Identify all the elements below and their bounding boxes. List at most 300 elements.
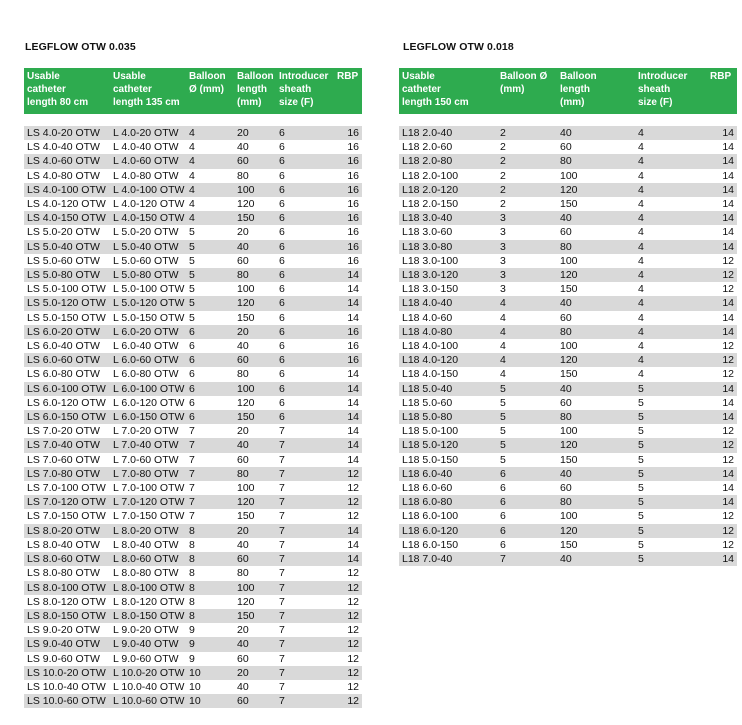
table-cell: 14 xyxy=(707,169,737,183)
table-row xyxy=(24,296,362,310)
table-cell: 14 xyxy=(334,396,362,410)
table-cell: 6 xyxy=(276,254,334,268)
table-cell: 5 xyxy=(635,396,707,410)
table-cell: L18 3.0-120 xyxy=(399,268,497,282)
table-cell: LS 7.0-120 OTW xyxy=(24,495,110,509)
column-header-line: length 80 cm xyxy=(27,97,89,108)
table-cell: L18 5.0-80 xyxy=(399,410,497,424)
table-cell: 40 xyxy=(557,382,635,396)
table-cell: 20 xyxy=(234,325,276,339)
table-cell: 5 xyxy=(186,296,234,310)
table-cell: 60 xyxy=(234,254,276,268)
table-row xyxy=(24,467,362,481)
table-cell: 80 xyxy=(234,169,276,183)
table-cell: 14 xyxy=(707,225,737,239)
table-cell: 4 xyxy=(497,353,557,367)
table-cell: 4 xyxy=(186,197,234,211)
column-header-line: Usable xyxy=(402,71,435,82)
table-cell: L18 4.0-150 xyxy=(399,367,497,381)
table-cell: 4 xyxy=(186,140,234,154)
table-cell: L18 7.0-40 xyxy=(399,552,497,566)
table-cell: 4 xyxy=(635,197,707,211)
table-cell: 9 xyxy=(186,652,234,666)
table-cell: LS 9.0-60 OTW xyxy=(24,652,110,666)
table-row xyxy=(399,367,737,381)
table-cell: 12 xyxy=(334,481,362,495)
column-header-line: Introducer xyxy=(279,71,329,82)
table-cell: LS 6.0-150 OTW xyxy=(24,410,110,424)
table-cell: 14 xyxy=(334,268,362,282)
table-cell: L 4.0-40 OTW xyxy=(110,140,186,154)
table-cell: L 6.0-150 OTW xyxy=(110,410,186,424)
table-cell: 60 xyxy=(234,552,276,566)
table-row xyxy=(24,211,362,225)
table-cell: 60 xyxy=(234,453,276,467)
table-cell: 5 xyxy=(186,311,234,325)
table-row xyxy=(399,254,737,268)
table-cell: 7 xyxy=(276,481,334,495)
table-cell: L18 3.0-100 xyxy=(399,254,497,268)
table-cell: 7 xyxy=(186,438,234,452)
table-row xyxy=(24,225,362,239)
table-cell: LS 6.0-40 OTW xyxy=(24,339,110,353)
table-row xyxy=(399,410,737,424)
table-cell: 120 xyxy=(234,495,276,509)
table-cell: 3 xyxy=(497,268,557,282)
column-header-line: length 135 cm xyxy=(113,97,180,108)
table-cell: 120 xyxy=(557,353,635,367)
header-spacer xyxy=(24,114,362,126)
table-cell: L 9.0-20 OTW xyxy=(110,623,186,637)
table-cell: 150 xyxy=(234,311,276,325)
table-cell: 4 xyxy=(497,296,557,310)
table-cell: L 8.0-100 OTW xyxy=(110,581,186,595)
table-cell: 14 xyxy=(707,240,737,254)
table-cell: 6 xyxy=(497,509,557,523)
table-cell: 12 xyxy=(707,268,737,282)
table-cell: 120 xyxy=(557,524,635,538)
column-header-line: size (F) xyxy=(638,97,673,108)
table-cell: 150 xyxy=(234,609,276,623)
table-cell: 16 xyxy=(334,240,362,254)
table-row xyxy=(399,325,737,339)
table-cell: L18 4.0-60 xyxy=(399,311,497,325)
table-row xyxy=(24,169,362,183)
table-cell: 5 xyxy=(186,254,234,268)
table-cell: 100 xyxy=(234,183,276,197)
table-cell: L 6.0-120 OTW xyxy=(110,396,186,410)
table-cell: 80 xyxy=(557,410,635,424)
table-cell: 8 xyxy=(186,538,234,552)
table-cell: L 8.0-150 OTW xyxy=(110,609,186,623)
table-cell: 6 xyxy=(497,481,557,495)
table-cell: 14 xyxy=(707,296,737,310)
column-header-line: sheath xyxy=(279,84,312,95)
table-cell: 120 xyxy=(557,438,635,452)
table-cell: 16 xyxy=(334,325,362,339)
table-cell: 4 xyxy=(635,240,707,254)
table-row xyxy=(24,396,362,410)
column-header-line: Usable xyxy=(27,71,60,82)
table-row xyxy=(24,623,362,637)
table-cell: 40 xyxy=(557,126,635,140)
table-cell: L18 3.0-80 xyxy=(399,240,497,254)
table-cell: 8 xyxy=(186,595,234,609)
table-row xyxy=(24,254,362,268)
table-cell: 5 xyxy=(497,396,557,410)
column-header xyxy=(707,68,737,114)
table-row xyxy=(399,552,737,566)
table-cell: 10 xyxy=(186,694,234,708)
table-cell: 40 xyxy=(234,538,276,552)
table-cell: LS 6.0-20 OTW xyxy=(24,325,110,339)
table-cell: 14 xyxy=(334,438,362,452)
table-cell: 40 xyxy=(557,467,635,481)
table-cell: 120 xyxy=(234,595,276,609)
table-row xyxy=(24,268,362,282)
table-cell: 6 xyxy=(276,225,334,239)
table-row xyxy=(24,410,362,424)
table-cell: 7 xyxy=(186,453,234,467)
table-cell: 40 xyxy=(234,240,276,254)
table-cell: 3 xyxy=(497,282,557,296)
table-cell: 16 xyxy=(334,140,362,154)
table-cell: 6 xyxy=(186,396,234,410)
table-cell: 150 xyxy=(557,453,635,467)
table-cell: LS 4.0-20 OTW xyxy=(24,126,110,140)
table-cell: 2 xyxy=(497,126,557,140)
table-row xyxy=(24,495,362,509)
table-cell: 100 xyxy=(557,509,635,523)
table-cell: 5 xyxy=(497,382,557,396)
table-cell: L 5.0-80 OTW xyxy=(110,268,186,282)
table-cell: 3 xyxy=(497,225,557,239)
table-cell: 12 xyxy=(334,609,362,623)
table-cell: 5 xyxy=(635,424,707,438)
table-row xyxy=(24,637,362,651)
table-row xyxy=(24,339,362,353)
table-cell: 5 xyxy=(186,240,234,254)
table-cell: 100 xyxy=(557,169,635,183)
table-cell: 7 xyxy=(276,509,334,523)
table-cell: 7 xyxy=(276,453,334,467)
table-cell: 6 xyxy=(186,339,234,353)
table-cell: 5 xyxy=(186,268,234,282)
table-cell: L 7.0-150 OTW xyxy=(110,509,186,523)
table-cell: 14 xyxy=(334,311,362,325)
table-cell: 2 xyxy=(497,169,557,183)
table-cell: LS 8.0-120 OTW xyxy=(24,595,110,609)
column-header-line: Ø (mm) xyxy=(189,84,224,95)
table-cell: 12 xyxy=(334,581,362,595)
table-cell: L18 4.0-100 xyxy=(399,339,497,353)
table-cell: 12 xyxy=(707,254,737,268)
table-row xyxy=(24,680,362,694)
table-cell: 12 xyxy=(707,453,737,467)
table-cell: 60 xyxy=(557,481,635,495)
table-cell: 12 xyxy=(334,509,362,523)
table-cell: LS 9.0-40 OTW xyxy=(24,637,110,651)
table-row xyxy=(399,282,737,296)
table-cell: 14 xyxy=(334,296,362,310)
column-header-line: catheter xyxy=(27,84,66,95)
table-cell: 12 xyxy=(334,566,362,580)
table-cell: 9 xyxy=(186,637,234,651)
table-cell: 100 xyxy=(234,581,276,595)
table-cell: L18 6.0-100 xyxy=(399,509,497,523)
table-cell: 80 xyxy=(234,566,276,580)
table-cell: 7 xyxy=(276,595,334,609)
table-cell: LS 5.0-60 OTW xyxy=(24,254,110,268)
table-cell: L 10.0-20 OTW xyxy=(110,666,186,680)
table-cell: 14 xyxy=(707,396,737,410)
table-cell: L18 5.0-150 xyxy=(399,453,497,467)
table-row xyxy=(24,367,362,381)
table-cell: L 5.0-100 OTW xyxy=(110,282,186,296)
table-row xyxy=(399,495,737,509)
table-cell: L 7.0-120 OTW xyxy=(110,495,186,509)
table-cell: LS 10.0-60 OTW xyxy=(24,694,110,708)
table-cell: 14 xyxy=(707,126,737,140)
column-header-line: length xyxy=(560,84,590,95)
table-cell: L18 5.0-100 xyxy=(399,424,497,438)
table-cell: L18 6.0-60 xyxy=(399,481,497,495)
table-cell: 5 xyxy=(635,481,707,495)
table-cell: 14 xyxy=(334,538,362,552)
table-cell: L 8.0-40 OTW xyxy=(110,538,186,552)
table-cell: 4 xyxy=(635,296,707,310)
table-cell: 16 xyxy=(334,254,362,268)
table-cell: LS 4.0-40 OTW xyxy=(24,140,110,154)
table-cell: 40 xyxy=(234,680,276,694)
table-cell: LS 7.0-60 OTW xyxy=(24,453,110,467)
table-row xyxy=(399,154,737,168)
table-cell: L 4.0-100 OTW xyxy=(110,183,186,197)
table-cell: LS 7.0-100 OTW xyxy=(24,481,110,495)
table-cell: LS 4.0-150 OTW xyxy=(24,211,110,225)
table-cell: 6 xyxy=(276,268,334,282)
table-cell: 6 xyxy=(276,154,334,168)
table-row xyxy=(399,353,737,367)
table-cell: LS 5.0-20 OTW xyxy=(24,225,110,239)
table-cell: 16 xyxy=(334,154,362,168)
table-cell: L 8.0-20 OTW xyxy=(110,524,186,538)
table-cell: 12 xyxy=(334,623,362,637)
table-cell: 9 xyxy=(186,623,234,637)
table-cell: 14 xyxy=(334,367,362,381)
table-cell: 4 xyxy=(186,183,234,197)
column-header-line: size (F) xyxy=(279,97,314,108)
table-cell: 4 xyxy=(635,367,707,381)
table-cell: 5 xyxy=(635,495,707,509)
table-row xyxy=(399,339,737,353)
table-cell: 60 xyxy=(234,353,276,367)
table-cell: L 6.0-100 OTW xyxy=(110,382,186,396)
table-row xyxy=(24,353,362,367)
table-cell: 14 xyxy=(707,197,737,211)
table-cell: LS 6.0-120 OTW xyxy=(24,396,110,410)
table-cell: 6 xyxy=(276,296,334,310)
table-cell: 60 xyxy=(557,396,635,410)
table-cell: 6 xyxy=(497,467,557,481)
table-cell: 6 xyxy=(276,367,334,381)
column-header xyxy=(24,68,110,114)
table-cell: 14 xyxy=(707,211,737,225)
table-cell: L 10.0-40 OTW xyxy=(110,680,186,694)
table-cell: 6 xyxy=(186,410,234,424)
table-cell: 16 xyxy=(334,126,362,140)
table-cell: 100 xyxy=(557,424,635,438)
table-cell: 20 xyxy=(234,225,276,239)
table-row xyxy=(24,183,362,197)
table-cell: 5 xyxy=(186,225,234,239)
table-cell: 7 xyxy=(497,552,557,566)
table-cell: 4 xyxy=(497,367,557,381)
table-cell: L18 2.0-100 xyxy=(399,169,497,183)
table-cell: 12 xyxy=(707,438,737,452)
table-cell: 150 xyxy=(234,211,276,225)
table-row xyxy=(399,311,737,325)
table-row xyxy=(399,140,737,154)
table-row xyxy=(24,424,362,438)
column-header-line: RBP xyxy=(337,71,359,82)
table-cell: L 7.0-60 OTW xyxy=(110,453,186,467)
table-cell: 4 xyxy=(635,268,707,282)
column-header-line: Balloon Ø xyxy=(500,71,548,82)
table-cell: 6 xyxy=(276,353,334,367)
table-row xyxy=(24,538,362,552)
column-header-line: Introducer xyxy=(638,71,688,82)
table-cell: 14 xyxy=(707,552,737,566)
table-row xyxy=(24,694,362,708)
table-cell: L 9.0-60 OTW xyxy=(110,652,186,666)
table-cell: 4 xyxy=(635,126,707,140)
table-cell: L 4.0-150 OTW xyxy=(110,211,186,225)
table-cell: 16 xyxy=(334,225,362,239)
table-cell: 2 xyxy=(497,154,557,168)
table-cell: 7 xyxy=(186,495,234,509)
column-header-line: Balloon xyxy=(189,71,226,82)
table-row xyxy=(399,396,737,410)
table-cell: L 6.0-20 OTW xyxy=(110,325,186,339)
table-cell: L 4.0-20 OTW xyxy=(110,126,186,140)
table-cell: 100 xyxy=(557,339,635,353)
table-cell: 12 xyxy=(707,367,737,381)
table-row xyxy=(399,524,737,538)
table-cell: L18 6.0-150 xyxy=(399,538,497,552)
table-cell: L18 5.0-60 xyxy=(399,396,497,410)
table-cell: 5 xyxy=(497,438,557,452)
table-cell: L 8.0-60 OTW xyxy=(110,552,186,566)
table-cell: 6 xyxy=(276,126,334,140)
table-cell: 4 xyxy=(635,311,707,325)
table-row xyxy=(24,453,362,467)
table-cell: L18 5.0-120 xyxy=(399,438,497,452)
table-cell: 60 xyxy=(234,154,276,168)
table-cell: 80 xyxy=(234,268,276,282)
column-header xyxy=(399,68,497,114)
table-cell: 7 xyxy=(276,552,334,566)
table-cell: 7 xyxy=(186,424,234,438)
table-row xyxy=(24,382,362,396)
table-cell: LS 6.0-60 OTW xyxy=(24,353,110,367)
table-cell: L 4.0-60 OTW xyxy=(110,154,186,168)
table-cell: 40 xyxy=(234,438,276,452)
table-row xyxy=(24,581,362,595)
table-row xyxy=(399,211,737,225)
table-cell: 60 xyxy=(557,225,635,239)
table-cell: 80 xyxy=(557,495,635,509)
table-cell: 14 xyxy=(707,183,737,197)
table-cell: 10 xyxy=(186,666,234,680)
table-cell: L18 6.0-120 xyxy=(399,524,497,538)
table-cell: 4 xyxy=(497,339,557,353)
table-row xyxy=(24,140,362,154)
table-cell: L 8.0-80 OTW xyxy=(110,566,186,580)
table-cell: L 5.0-20 OTW xyxy=(110,225,186,239)
table-row xyxy=(399,453,737,467)
table-row xyxy=(399,169,737,183)
table-cell: 5 xyxy=(635,538,707,552)
table-cell: 7 xyxy=(276,538,334,552)
table-cell: L18 2.0-40 xyxy=(399,126,497,140)
table-cell: 7 xyxy=(276,694,334,708)
table-cell: LS 10.0-40 OTW xyxy=(24,680,110,694)
table-cell: L 6.0-60 OTW xyxy=(110,353,186,367)
table-cell: 20 xyxy=(234,126,276,140)
table-cell: 5 xyxy=(635,467,707,481)
table-cell: 120 xyxy=(234,396,276,410)
column-header xyxy=(234,68,276,114)
table-cell: 7 xyxy=(186,481,234,495)
table-cell: LS 5.0-40 OTW xyxy=(24,240,110,254)
table-cell: 40 xyxy=(234,637,276,651)
table-cell: 6 xyxy=(497,524,557,538)
table-cell: 14 xyxy=(334,382,362,396)
table-cell: 7 xyxy=(276,524,334,538)
table-cell: 20 xyxy=(234,623,276,637)
table-cell: 5 xyxy=(497,424,557,438)
column-header xyxy=(497,68,557,114)
column-header-line: (mm) xyxy=(500,84,525,95)
table-cell: 7 xyxy=(276,495,334,509)
table-cell: L 5.0-120 OTW xyxy=(110,296,186,310)
table-cell: 80 xyxy=(557,240,635,254)
table-cell: L 5.0-60 OTW xyxy=(110,254,186,268)
table-cell: LS 4.0-120 OTW xyxy=(24,197,110,211)
table-cell: L 7.0-40 OTW xyxy=(110,438,186,452)
table-cell: 16 xyxy=(334,169,362,183)
table-cell: 12 xyxy=(334,666,362,680)
table-cell: 6 xyxy=(186,353,234,367)
table-cell: L 9.0-40 OTW xyxy=(110,637,186,651)
table-cell: 7 xyxy=(186,467,234,481)
table-cell: 7 xyxy=(276,438,334,452)
table-cell: L18 4.0-80 xyxy=(399,325,497,339)
table-cell: 5 xyxy=(635,509,707,523)
table-cell: 12 xyxy=(707,339,737,353)
table-cell: 12 xyxy=(707,424,737,438)
table-cell: L18 3.0-60 xyxy=(399,225,497,239)
table-cell: LS 8.0-60 OTW xyxy=(24,552,110,566)
table-cell: L18 2.0-60 xyxy=(399,140,497,154)
table-header xyxy=(399,68,737,114)
table-cell: LS 7.0-80 OTW xyxy=(24,467,110,481)
column-header xyxy=(557,68,635,114)
table-cell: LS 5.0-100 OTW xyxy=(24,282,110,296)
table-cell: L 7.0-20 OTW xyxy=(110,424,186,438)
column-header xyxy=(110,68,186,114)
